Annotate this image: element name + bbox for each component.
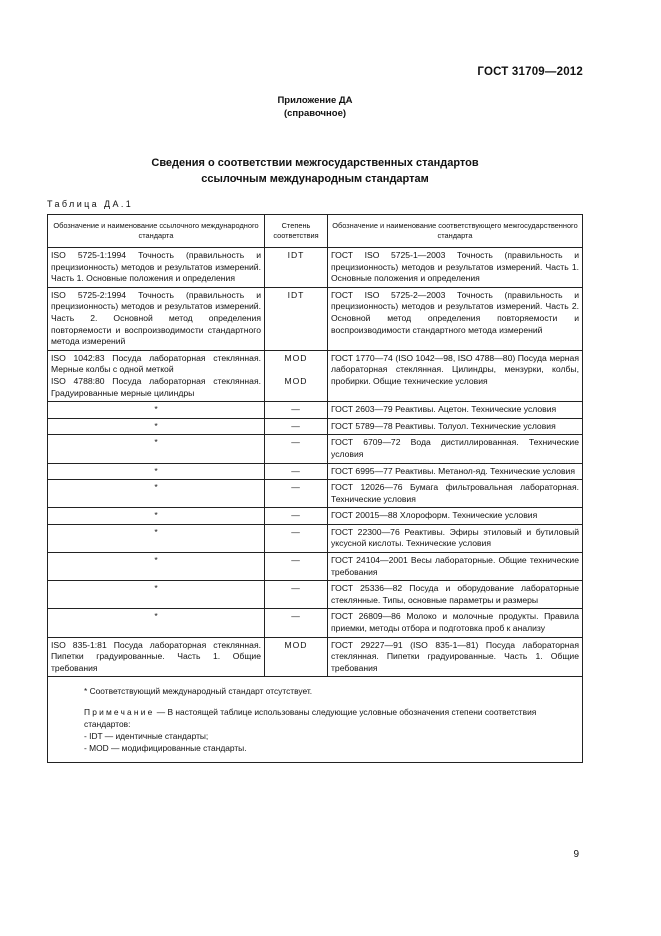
international-standard-text: * [154, 482, 158, 493]
national-standard-cell: ГОСТ 24104—2001 Весы лабораторные. Общие технические требования [328, 553, 583, 581]
table-row [48, 637, 583, 677]
international-standard-text: * [154, 555, 158, 566]
national-standard-cell: ГОСТ 6709—72 Вода дистиллированная. Технические условия [328, 435, 583, 463]
national-standard-cell: ГОСТ 25336—82 Посуда и оборудование лабораторные стеклянные. Типы, основные параметры и размеры [328, 581, 583, 609]
section-title-line-2: ссылочным международным стандартам [201, 173, 429, 185]
degree-cell [265, 553, 328, 581]
international-standard-text: * [154, 583, 158, 594]
degree-value: — [291, 420, 301, 431]
national-standard-cell: ГОСТ 20015—88 Хлороформ. Технические условия [328, 508, 583, 525]
degree-value: — [291, 465, 301, 476]
table-notes [48, 677, 583, 763]
degree-cell [265, 581, 328, 609]
international-standard-text: * [154, 437, 158, 448]
degree-value: IDT [287, 250, 305, 260]
international-standard-text: * [154, 611, 158, 622]
degree-value: — [291, 437, 301, 448]
table-row [48, 609, 583, 637]
international-standard-cell [48, 524, 265, 552]
international-standard-text: * [154, 526, 158, 537]
degree-cell [265, 287, 328, 350]
table-label: Таблица ДА.1 [47, 199, 134, 209]
note-text: — В настоящей таблице использованы следующие условные обозначения степени соответствия стандартов: [84, 707, 537, 730]
table-row [48, 287, 583, 350]
note [84, 706, 572, 730]
international-standard-text: * [154, 420, 158, 431]
degree-cell [265, 637, 328, 677]
table-row [48, 524, 583, 552]
degree-value: MOD [284, 376, 308, 387]
correspondence-table [47, 214, 583, 763]
national-standard-cell: ГОСТ 6995—77 Реактивы. Метанол-яд. Технические условия [328, 463, 583, 480]
international-standard-cell [48, 637, 265, 677]
degree-value: — [291, 482, 301, 493]
degree-cell [265, 480, 328, 508]
degree-value: — [291, 583, 301, 594]
document-code: ГОСТ 31709—2012 [477, 66, 583, 78]
table-row [48, 435, 583, 463]
international-standard-cell [48, 402, 265, 419]
header-international-standard: Обозначение и наименование ссылочного международного стандарта [48, 215, 265, 248]
international-standard-cell [48, 508, 265, 525]
national-standard-cell: ГОСТ ISO 5725-1—2003 Точность (правильность и прецизионность) методов и результатов измерений. Часть 1. Основные положения и определения [328, 248, 583, 288]
table-row [48, 248, 583, 288]
table-notes-row [48, 677, 583, 763]
degree-cell [265, 248, 328, 288]
degree-value: MOD [284, 352, 308, 363]
degree-cell [265, 402, 328, 419]
international-standard-cell [48, 609, 265, 637]
note-item-idt: - IDT — идентичные стандарты; [84, 731, 209, 742]
table-row [48, 350, 583, 401]
degree-cell [265, 435, 328, 463]
degree-cell [265, 418, 328, 435]
degree-value: MOD [284, 639, 308, 650]
international-standard-cell [48, 435, 265, 463]
table-row [48, 463, 583, 480]
degree-cell [265, 609, 328, 637]
section-title-line-1: Сведения о соответствии межгосударственных стандартов [151, 157, 479, 169]
international-standard-text: * [154, 404, 158, 415]
national-standard-cell: ГОСТ ISO 5725-2—2003 Точность (правильность и прецизионность) методов и результатов измерений. Часть 2. Основной метод определения повторяемости и воспроизводимости стандартного метода измерений [328, 287, 583, 350]
international-standard-text: * [154, 510, 158, 521]
page-number: 9 [573, 849, 579, 860]
annex-subtitle: (справочное) [283, 108, 347, 119]
table-row [48, 402, 583, 419]
table-row [48, 418, 583, 435]
table-header-row [48, 215, 583, 248]
international-standard-text: ISO 4788:80 Посуда лабораторная стеклянная. Градуированные мерные цилиндры [51, 375, 261, 398]
international-standard-cell [48, 287, 265, 350]
degree-value: — [291, 555, 301, 566]
degree-cell [265, 350, 328, 401]
international-standard-text: * [154, 465, 158, 476]
degree-cell [265, 524, 328, 552]
international-standard-cell [48, 350, 265, 401]
national-standard-cell: ГОСТ 29227—91 (ISO 835-1—81) Посуда лабораторная стеклянная. Пипетки градуированные. Часть 1. Общие требования [328, 637, 583, 677]
international-standard-cell [48, 480, 265, 508]
international-standard-cell [48, 581, 265, 609]
international-standard-text: ISO 1042:83 Посуда лабораторная стеклянная. Мерные колбы с одной меткой [51, 352, 261, 375]
annex-title: Приложение ДА [277, 95, 353, 106]
national-standard-cell: ГОСТ 5789—78 Реактивы. Толуол. Технические условия [328, 418, 583, 435]
national-standard-cell: ГОСТ 2603—79 Реактивы. Ацетон. Технические условия [328, 402, 583, 419]
table-row [48, 553, 583, 581]
table-row [48, 581, 583, 609]
degree-value: IDT [287, 289, 305, 300]
header-degree: Степень соответствия [265, 215, 328, 248]
degree-cell [265, 508, 328, 525]
table-row [48, 508, 583, 525]
note-label: Примечание [84, 707, 155, 718]
international-standard-text: ISO 835-1:81 Посуда лабораторная стеклянная. Пипетки градуированные. Часть 1. Общие требования [51, 639, 261, 673]
international-standard-cell [48, 553, 265, 581]
national-standard-cell: ГОСТ 22300—76 Реактивы. Эфиры этиловый и бутиловый уксусной кислоты. Технические условия [328, 524, 583, 552]
header-national-standard: Обозначение и наименование соответствующего межгосударственного стандарта [328, 215, 583, 248]
degree-value: — [291, 611, 301, 622]
table-row [48, 480, 583, 508]
degree-value: — [291, 526, 301, 537]
international-standard-cell [48, 418, 265, 435]
national-standard-cell: ГОСТ 26809—86 Молоко и молочные продукты. Правила приемки, методы отбора и подготовка проб к анализу [328, 609, 583, 637]
note-item-mod: - MOD — модифицированные стандарты. [84, 743, 247, 754]
international-standard-cell [48, 463, 265, 480]
international-standard-cell [48, 248, 265, 288]
international-standard-text: ISO 5725-1:1994 Точность (правильность и прецизионность) методов и результатов измерений. Часть 1. Основные положения и определения [51, 250, 261, 284]
degree-value: — [291, 510, 301, 521]
degree-cell [265, 463, 328, 480]
national-standard-cell: ГОСТ 12026—76 Бумага фильтровальная лабораторная. Технические условия [328, 480, 583, 508]
footnote: * Соответствующий международный стандарт отсутствует. [84, 686, 313, 697]
national-standard-cell: ГОСТ 1770—74 (ISO 1042—98, ISO 4788—80) Посуда мерная лабораторная стеклянная. Цилиндры, мензурки, колбы, пробирки. Общие технические условия [328, 350, 583, 401]
international-standard-text: ISO 5725-2:1994 Точность (правильность и прецизионность) методов и результатов измерений. Часть 2. Основной метод определения повторяемости и воспроизводимости стандартного метода измерений [51, 289, 261, 347]
degree-value: — [291, 404, 301, 415]
